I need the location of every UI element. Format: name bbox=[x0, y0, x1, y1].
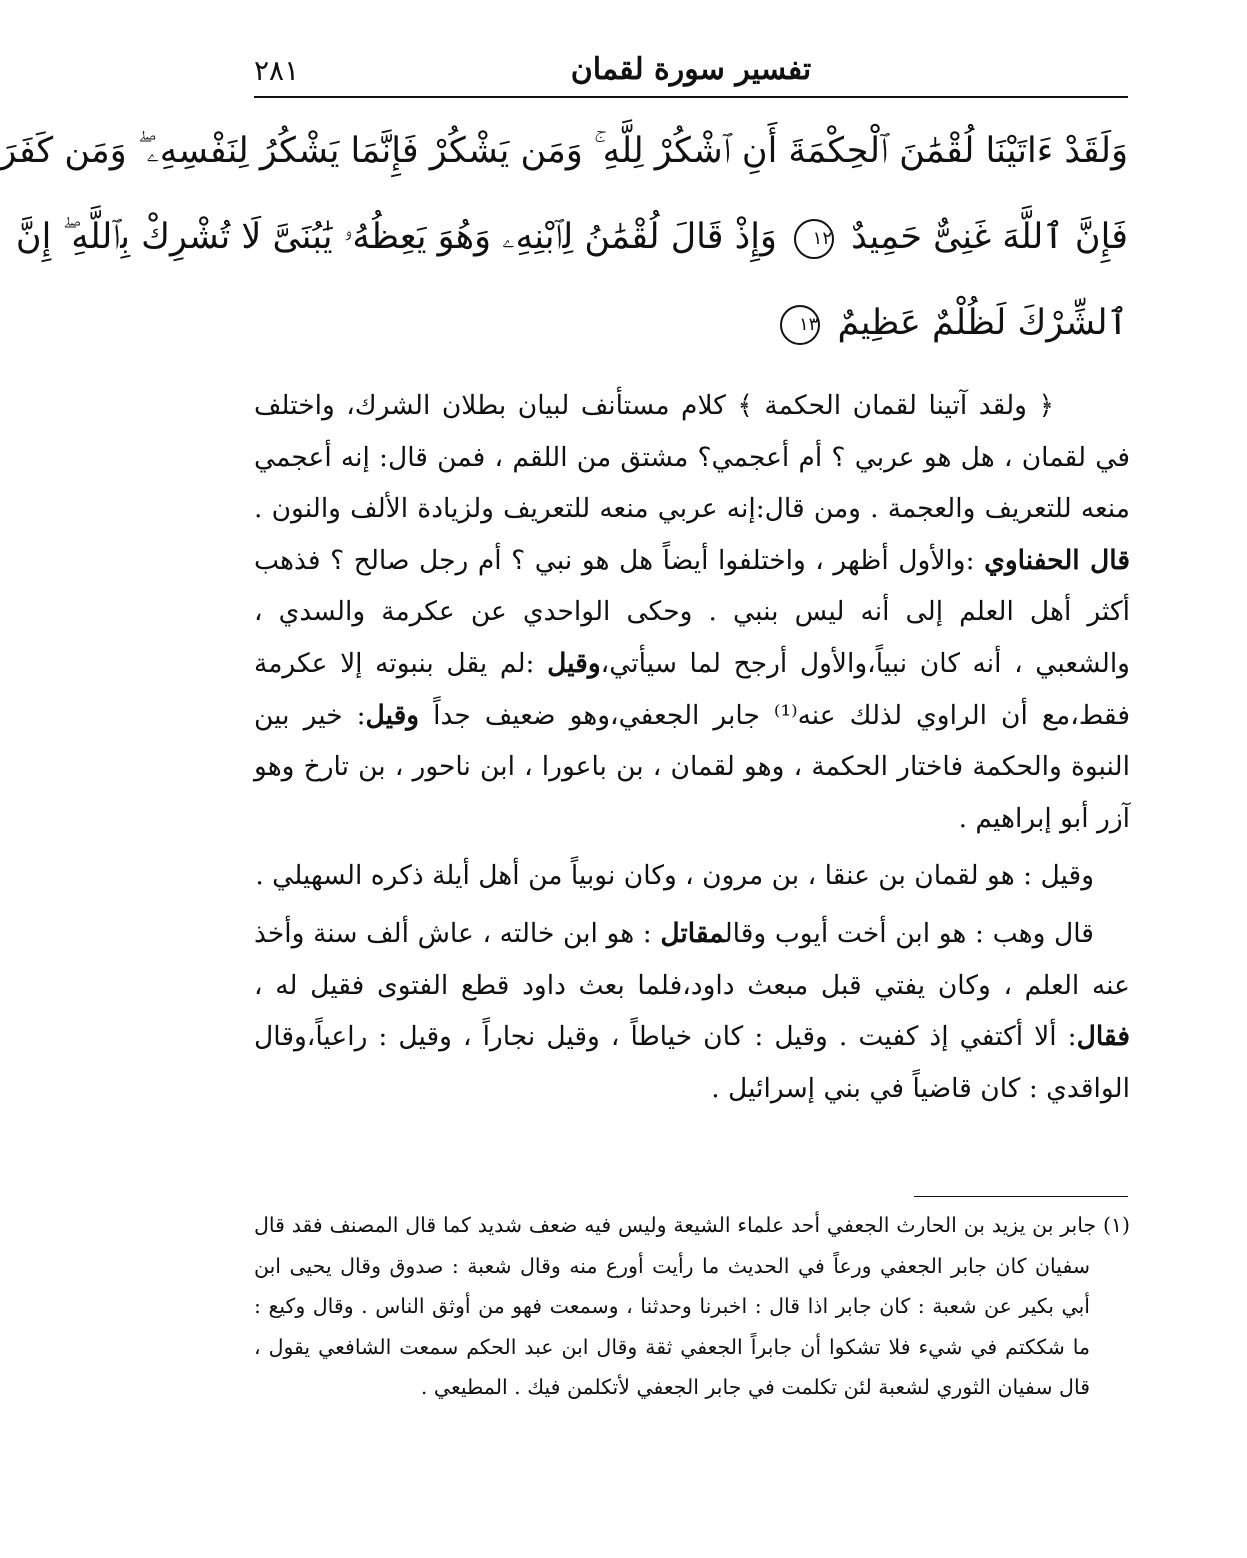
commentary-paragraph bbox=[254, 908, 1130, 1114]
text-run: قال وهب : هو ابن أخت أيوب وقال bbox=[724, 917, 1094, 949]
bold-run: فقال bbox=[1076, 1021, 1130, 1053]
footnote-1: (١) جابر بن يزيد بن الحارث الجعفي أحد علماء الشيعة وليس فيه ضعف شديد كما قال المصنف فقد قال سفيان كان جابر الجعفي ورعاً في الحديث ما رأيت أورع منه وقال شعبة : صدوق وقال يحيى ابن أبي بكير عن شعبة : كان جابر اذا قال : اخبرنا وحدثنا ، وسمعت فهو من أوثق الناس . وقال وكيع : ما شككتم في شيء فلا تشكوا أن جابراً الجعفي ثقة وقال ابن عبد الحكم سمعت الشافعي يقول ، قال سفيان الثوري لشعبة لئن تكلمت في جابر الجعفي لأتكلمن فيك . المطيعي . bbox=[254, 1213, 1130, 1399]
page-number: ٢٨١ bbox=[254, 54, 300, 87]
page-header bbox=[254, 48, 1128, 98]
bold-run: قال الحفناوي bbox=[984, 544, 1130, 576]
bold-run: مقاتل bbox=[660, 917, 725, 949]
quran-line bbox=[15, 194, 1128, 280]
ayah-number-marker: ١٢ bbox=[794, 219, 834, 259]
bold-run: وقيل bbox=[365, 699, 420, 731]
verse-text: وَإِذْ قَالَ لُقْمَٰنُ لِٱبْنِهِۦ وَهُوَ يَعِظُهُۥ يَٰبُنَىَّ لَا تُشْرِكْ بِٱللَّهِ ۖ إِنَّ bbox=[15, 217, 777, 257]
text-run: :والأول أظهر ، واختلفوا أيضاً هل هو نبي ؟ أم رجل صالح ؟ فذهب أكثر أهل العلم إلى أنه ليس بنبي . وحكى الواحدي عن عكرمة والسدي ، والشعبي ، أنه كان نبياً،والأول أرجح لما سيأتي، bbox=[254, 544, 1130, 679]
text-run: ﴿ ولقد آتينا لقمان الحكمة ﴾ كلام مستأنف لبيان بطلان الشرك، واختلف في لقمان ، هل هو عربي ؟ أم أعجمي؟ مشتق من اللقم ، فمن قال: إنه أعجمي منعه للتعريف والعجمة . ومن قال:إنه عربي منعه للتعريف ولزيادة الألف والنون . bbox=[254, 390, 1130, 525]
quran-line bbox=[0, 108, 1128, 194]
commentary-paragraph: وقيل : هو لقمان بن عنقا ، بن مرون ، وكان نوبياً من أهل أيلة ذكره السهيلي . bbox=[255, 860, 1094, 892]
verse-text: فَإِنَّ ٱللَّهَ غَنِىٌّ حَمِيدٌ bbox=[851, 217, 1128, 257]
text-run: : هو ابن خالته ، عاش ألف سنة وأخذ عنه العلم ، وكان يفتي قبل مبعث داود،فلما بعث داود قطع الفتوى فقيل له ، bbox=[254, 917, 1130, 1001]
footnotes bbox=[254, 1205, 1130, 1408]
commentary-paragraph bbox=[254, 380, 1130, 844]
text-run: : خير بين النبوة والحكمة فاختار الحكمة ، وهو لقمان ، بن باعورا ، ابن ناحور ، بن تارخ وهو آزر أبو إبراهيم . bbox=[254, 699, 1130, 834]
header-rule bbox=[254, 96, 1128, 98]
quran-verses bbox=[0, 108, 1128, 366]
bold-run: وقيل bbox=[547, 647, 601, 679]
quran-line bbox=[254, 280, 1128, 366]
text-run: : ألا أكتفي إذ كفيت . وقيل : كان خياطاً ، وقيل نجاراً ، وقيل : راعياً،وقال الواقدي : كان قاضياً في بني إسرائيل . bbox=[254, 1021, 1130, 1104]
text-run: :لم يقل بنبوته إلا عكرمة فقط،مع أن الراوي لذلك عنه⁽¹⁾ جابر الجعفي،وهو ضعيف جداً bbox=[254, 647, 1130, 731]
verse-text: ٱلشِّرْكَ لَظُلْمٌ عَظِيمٌ bbox=[837, 303, 1128, 343]
ayah-number-marker: ١٣ bbox=[780, 305, 820, 345]
commentary-body bbox=[254, 380, 1130, 1120]
running-title: تفسير سورة لقمان bbox=[570, 52, 812, 87]
footnote-separator bbox=[914, 1196, 1128, 1197]
verse-text: وَلَقَدْ ءَاتَيْنَا لُقْمَٰنَ ٱلْحِكْمَةَ أَنِ ٱشْكُرْ لِلَّهِ ۚ وَمَن يَشْكُرْ فَإِنَّمَا يَشْكُرُ لِنَفْسِهِۦ ۖ وَمَن كَفَرَ bbox=[0, 131, 1128, 171]
